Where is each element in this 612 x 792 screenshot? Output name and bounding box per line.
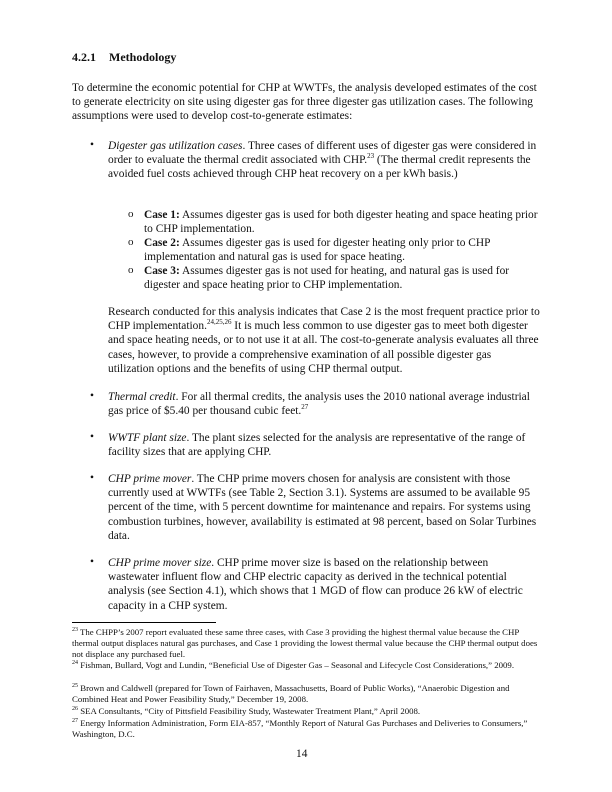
footnote-25: $^{25}$ Brown and Caldwell (prepared for Town of Fairhaven, Massachusetts, Board of Public Works), “Anaerobic Digestion and Combined Heat and Power Feasibility Study,” December 19, 2008. bbox=[72, 683, 510, 704]
research-paragraph: Research conducted for this analysis indicates that Case 2 is the most frequent practice prior to CHP implementation.$^{24,25,26}$ It is much less common to use digester gas to meet both digester and space heating needs, or to not use it at all. The cost-to-generate analysis evaluates all three cases, however, to provide a comprehensive examination of all possible digester gas utilization options and the benefits of using CHP thermal output. bbox=[108, 306, 540, 375]
bullet-lead: CHP prime mover size bbox=[108, 557, 212, 569]
bullet-thermal-credit: Thermal credit. For all thermal credits, the analysis uses the 2010 national average industrial gas price of $5.40 per thousand cubic feet.$^{27}$ bbox=[108, 391, 530, 418]
bullet-marker: • bbox=[90, 139, 94, 151]
bullet-lead: WWTF plant size bbox=[108, 432, 187, 444]
footnote-23: $^{23}$ The CHPP’s 2007 report evaluated these same three cases, with Case 3 providing the highest thermal value because the CHP thermal output displaces natural gas purchases, and Case 1 providing the lowest thermal value because the CHP thermal output does not displace any purchased fuel. bbox=[72, 627, 538, 659]
bullet-lead: Digester gas utilization cases bbox=[108, 140, 243, 152]
bullet-marker: • bbox=[90, 472, 94, 484]
bullet-marker: • bbox=[90, 431, 94, 443]
footnote-ref: 27 bbox=[301, 403, 309, 412]
sub-bullet-marker: o bbox=[128, 236, 134, 248]
sub-bullet-marker: o bbox=[128, 264, 134, 276]
page-number: 14 bbox=[296, 748, 308, 760]
sub-bullet-marker: o bbox=[128, 208, 134, 220]
bullet-plant-size: WWTF plant size. The plant sizes selected for the analysis are representative of the range of facility sizes that are applying CHP. bbox=[108, 432, 526, 459]
bullet-marker: • bbox=[90, 390, 94, 402]
bullet-digester-cases: Digester gas utilization cases. Three cases of different uses of digester gas were considered in order to evaluate the thermal credit associated with CHP.$^{23}$ (The thermal credit represents the avoided fuel costs achieved through CHP heat recovery on a per kWh basis.) bbox=[108, 140, 537, 181]
section-heading bbox=[72, 50, 176, 65]
section-title: Methodology bbox=[109, 50, 177, 64]
case-1-item: Case 1: Assumes digester gas is used for both digester heating and space heating prior to CHP implementation. bbox=[144, 209, 538, 236]
bullet-lead: Thermal credit bbox=[108, 391, 176, 403]
bullet-lead: CHP prime mover bbox=[108, 473, 192, 485]
intro-paragraph: To determine the economic potential for CHP at WWTFs, the analysis developed estimates of the cost to generate electricity on site using digester gas for three digester gas utilization cases. The following assumptions were used to develop cost-to-generate estimates: bbox=[72, 82, 537, 123]
footnote-ref: 23 bbox=[367, 152, 375, 161]
footnote-24: $^{24}$ Fishman, Bullard, Vogt and Lundin, “Beneficial Use of Digester Gas – Seasonal and Lifecycle Cost Considerations,” 2009. bbox=[72, 660, 515, 670]
section-number: 4.2.1 bbox=[72, 50, 96, 64]
bullet-prime-mover-size: CHP prime mover size. CHP prime mover size is based on the relationship between wastewater influent flow and CHP electric capacity as derived in the technical potential analysis (see Section 4.1), which shows that 1 MGD of flow can produce 26 kW of electric capacity in a CHP system. bbox=[108, 557, 523, 612]
bullet-prime-mover: CHP prime mover. The CHP prime movers chosen for analysis are consistent with those currently used at WWTFs (see Table 2, Section 3.1). Systems are assumed to be available 95 percent of the time, with 5 percent downtime for maintenance and repairs. For systems using combustion turbines, however, availability is estimated at 98 percent, based on Solar Turbines data. bbox=[108, 473, 537, 542]
case-3-item: Case 3: Assumes digester gas is not used for heating, and natural gas is used for digester and space heating prior to CHP implementation. bbox=[144, 265, 510, 292]
footnote-divider bbox=[72, 622, 216, 623]
case-2-item: Case 2: Assumes digester gas is used for digester heating only prior to CHP implementation and natural gas is used for space heating. bbox=[144, 237, 490, 264]
footnote-27: $^{27}$ Energy Information Administration, Form EIA-857, “Monthly Report of Natural Gas Purchases and Deliveries to Consumers,” Washington, D.C. bbox=[72, 718, 528, 739]
footnote-ref: 24,25,26 bbox=[206, 318, 232, 327]
footnote-26: $^{26}$ SEA Consultants, “City of Pittsfield Feasibility Study, Wastewater Treatment Plant,” April 2008. bbox=[72, 706, 421, 716]
bullet-marker: • bbox=[90, 556, 94, 568]
